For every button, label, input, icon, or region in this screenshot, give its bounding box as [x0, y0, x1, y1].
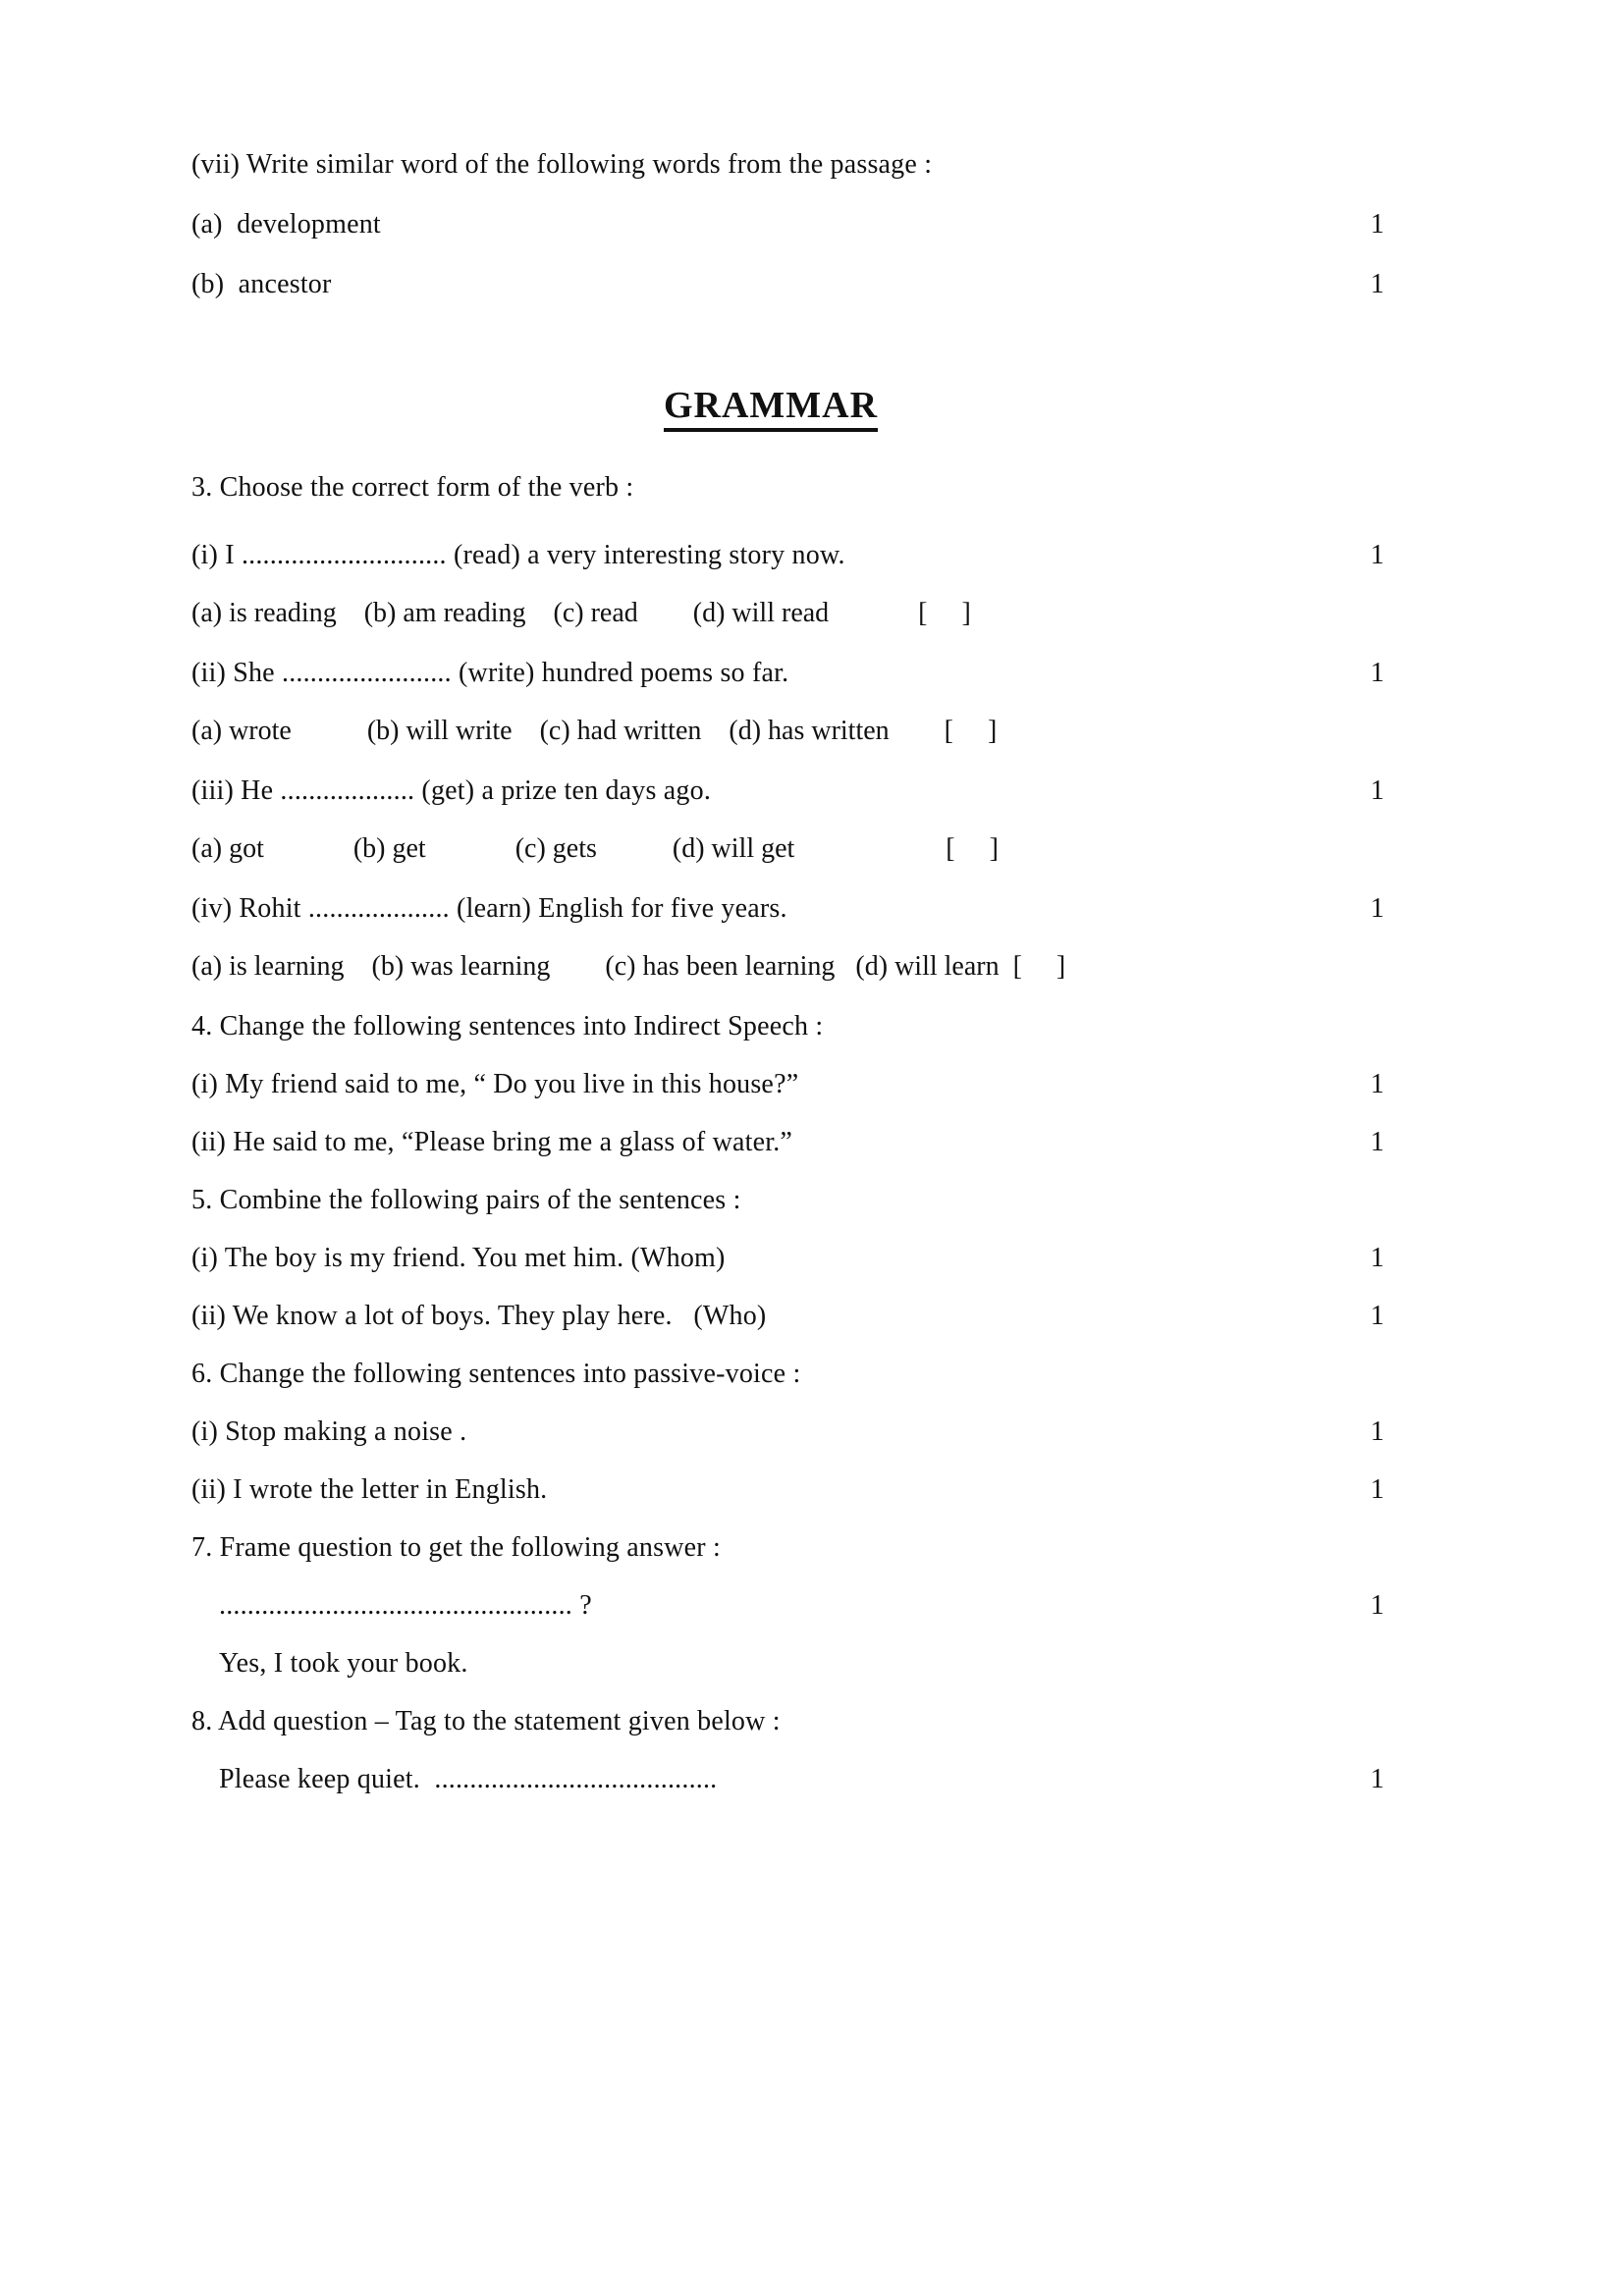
question-6-part-i-marks: 1 — [1370, 1416, 1384, 1447]
question-3-part-i-text: (i) I ............................. (read) a very interesting story now. — [191, 540, 845, 570]
question-3-part-ii-options[interactable]: (a) wrote (b) will write (c) had written (d) has written [ ] — [191, 716, 998, 746]
question-7-answer-line-text: .................................................. ? — [219, 1590, 592, 1621]
question-4-part-ii — [191, 1125, 1409, 1159]
page-content — [191, 147, 1409, 1820]
question-6-stem — [191, 1357, 1409, 1391]
section-heading-grammar — [191, 384, 1409, 427]
question-4-part-i-text: (i) My friend said to me, “ Do you live in this house?” — [191, 1069, 799, 1099]
question-7-given-answer — [191, 1646, 1409, 1681]
question-5-part-i-marks: 1 — [1370, 1243, 1384, 1273]
question-3-part-ii — [191, 656, 1409, 690]
section-heading-grammar-text: GRAMMAR — [664, 385, 878, 432]
question-6-part-i — [191, 1415, 1409, 1449]
question-8-statement[interactable] — [191, 1762, 1409, 1796]
question-4-part-i-marks: 1 — [1370, 1069, 1384, 1099]
question-4-stem-text: 4. Change the following sentences into Indirect Speech : — [191, 1011, 824, 1041]
question-6-part-ii-text: (ii) I wrote the letter in English. — [191, 1474, 548, 1505]
question-7-answer-line[interactable] — [191, 1588, 1409, 1623]
question-vii-item-a — [191, 207, 1409, 241]
question-5-stem-text: 5. Combine the following pairs of the sentences : — [191, 1185, 741, 1215]
question-5-part-ii — [191, 1299, 1409, 1333]
question-4-part-ii-marks: 1 — [1370, 1127, 1384, 1157]
question-8-stem-text: 8. Add question – Tag to the statement given below : — [191, 1706, 781, 1736]
question-vii-item-b-marks: 1 — [1370, 269, 1384, 299]
question-8-statement-marks: 1 — [1370, 1764, 1384, 1794]
question-vii-prompt-text: (vii) Write similar word of the following words from the passage : — [191, 149, 933, 180]
question-6-stem-text: 6. Change the following sentences into passive-voice : — [191, 1359, 801, 1389]
question-3-part-i-options[interactable]: (a) is reading (b) am reading (c) read (d) will read [ ] — [191, 598, 971, 628]
question-3-part-iii-text: (iii) He ................... (get) a prize ten days ago. — [191, 775, 712, 806]
question-vii-item-b — [191, 267, 1409, 301]
question-vii-item-a-text: (a) development — [191, 209, 381, 240]
question-8-stem — [191, 1704, 1409, 1738]
question-3-part-iii — [191, 774, 1409, 808]
question-vii-item-a-marks: 1 — [1370, 209, 1384, 240]
question-vii-prompt — [191, 147, 1409, 182]
question-3-part-iv-options[interactable]: (a) is learning (b) was learning (c) has been learning (d) will learn [ ] — [191, 951, 1066, 982]
question-5-part-ii-text: (ii) We know a lot of boys. They play here. (Who) — [191, 1301, 767, 1331]
question-7-answer-line-marks: 1 — [1370, 1590, 1384, 1621]
question-8-statement-text: Please keep quiet. ........................................ — [219, 1764, 718, 1794]
question-3-part-i — [191, 538, 1409, 572]
question-7-stem — [191, 1530, 1409, 1565]
question-3-stem — [191, 470, 1409, 505]
question-4-part-i — [191, 1067, 1409, 1101]
question-6-part-i-text: (i) Stop making a noise . — [191, 1416, 467, 1447]
question-3-part-iv — [191, 891, 1409, 926]
question-6-part-ii — [191, 1472, 1409, 1507]
question-3-part-i-marks: 1 — [1370, 540, 1384, 570]
question-5-part-ii-marks: 1 — [1370, 1301, 1384, 1331]
question-3-part-iv-text: (iv) Rohit .................... (learn) English for five years. — [191, 893, 787, 924]
question-3-stem-text: 3. Choose the correct form of the verb : — [191, 472, 634, 503]
question-4-stem — [191, 1009, 1409, 1043]
question-3-part-ii-text: (ii) She ........................ (write) hundred poems so far. — [191, 658, 789, 688]
question-4-part-ii-text: (ii) He said to me, “Please bring me a glass of water.” — [191, 1127, 793, 1157]
question-5-stem — [191, 1183, 1409, 1217]
question-5-part-i — [191, 1241, 1409, 1275]
question-3-part-iii-options[interactable]: (a) got (b) get (c) gets (d) will get [ ] — [191, 833, 999, 864]
question-7-stem-text: 7. Frame question to get the following answer : — [191, 1532, 721, 1563]
question-3-part-ii-marks: 1 — [1370, 658, 1384, 688]
question-3-part-iv-marks: 1 — [1370, 893, 1384, 924]
question-3-part-iii-marks: 1 — [1370, 775, 1384, 806]
question-7-given-answer-text: Yes, I took your book. — [219, 1648, 468, 1679]
question-5-part-i-text: (i) The boy is my friend. You met him. (Whom) — [191, 1243, 726, 1273]
question-6-part-ii-marks: 1 — [1370, 1474, 1384, 1505]
question-vii-item-b-text: (b) ancestor — [191, 269, 332, 299]
